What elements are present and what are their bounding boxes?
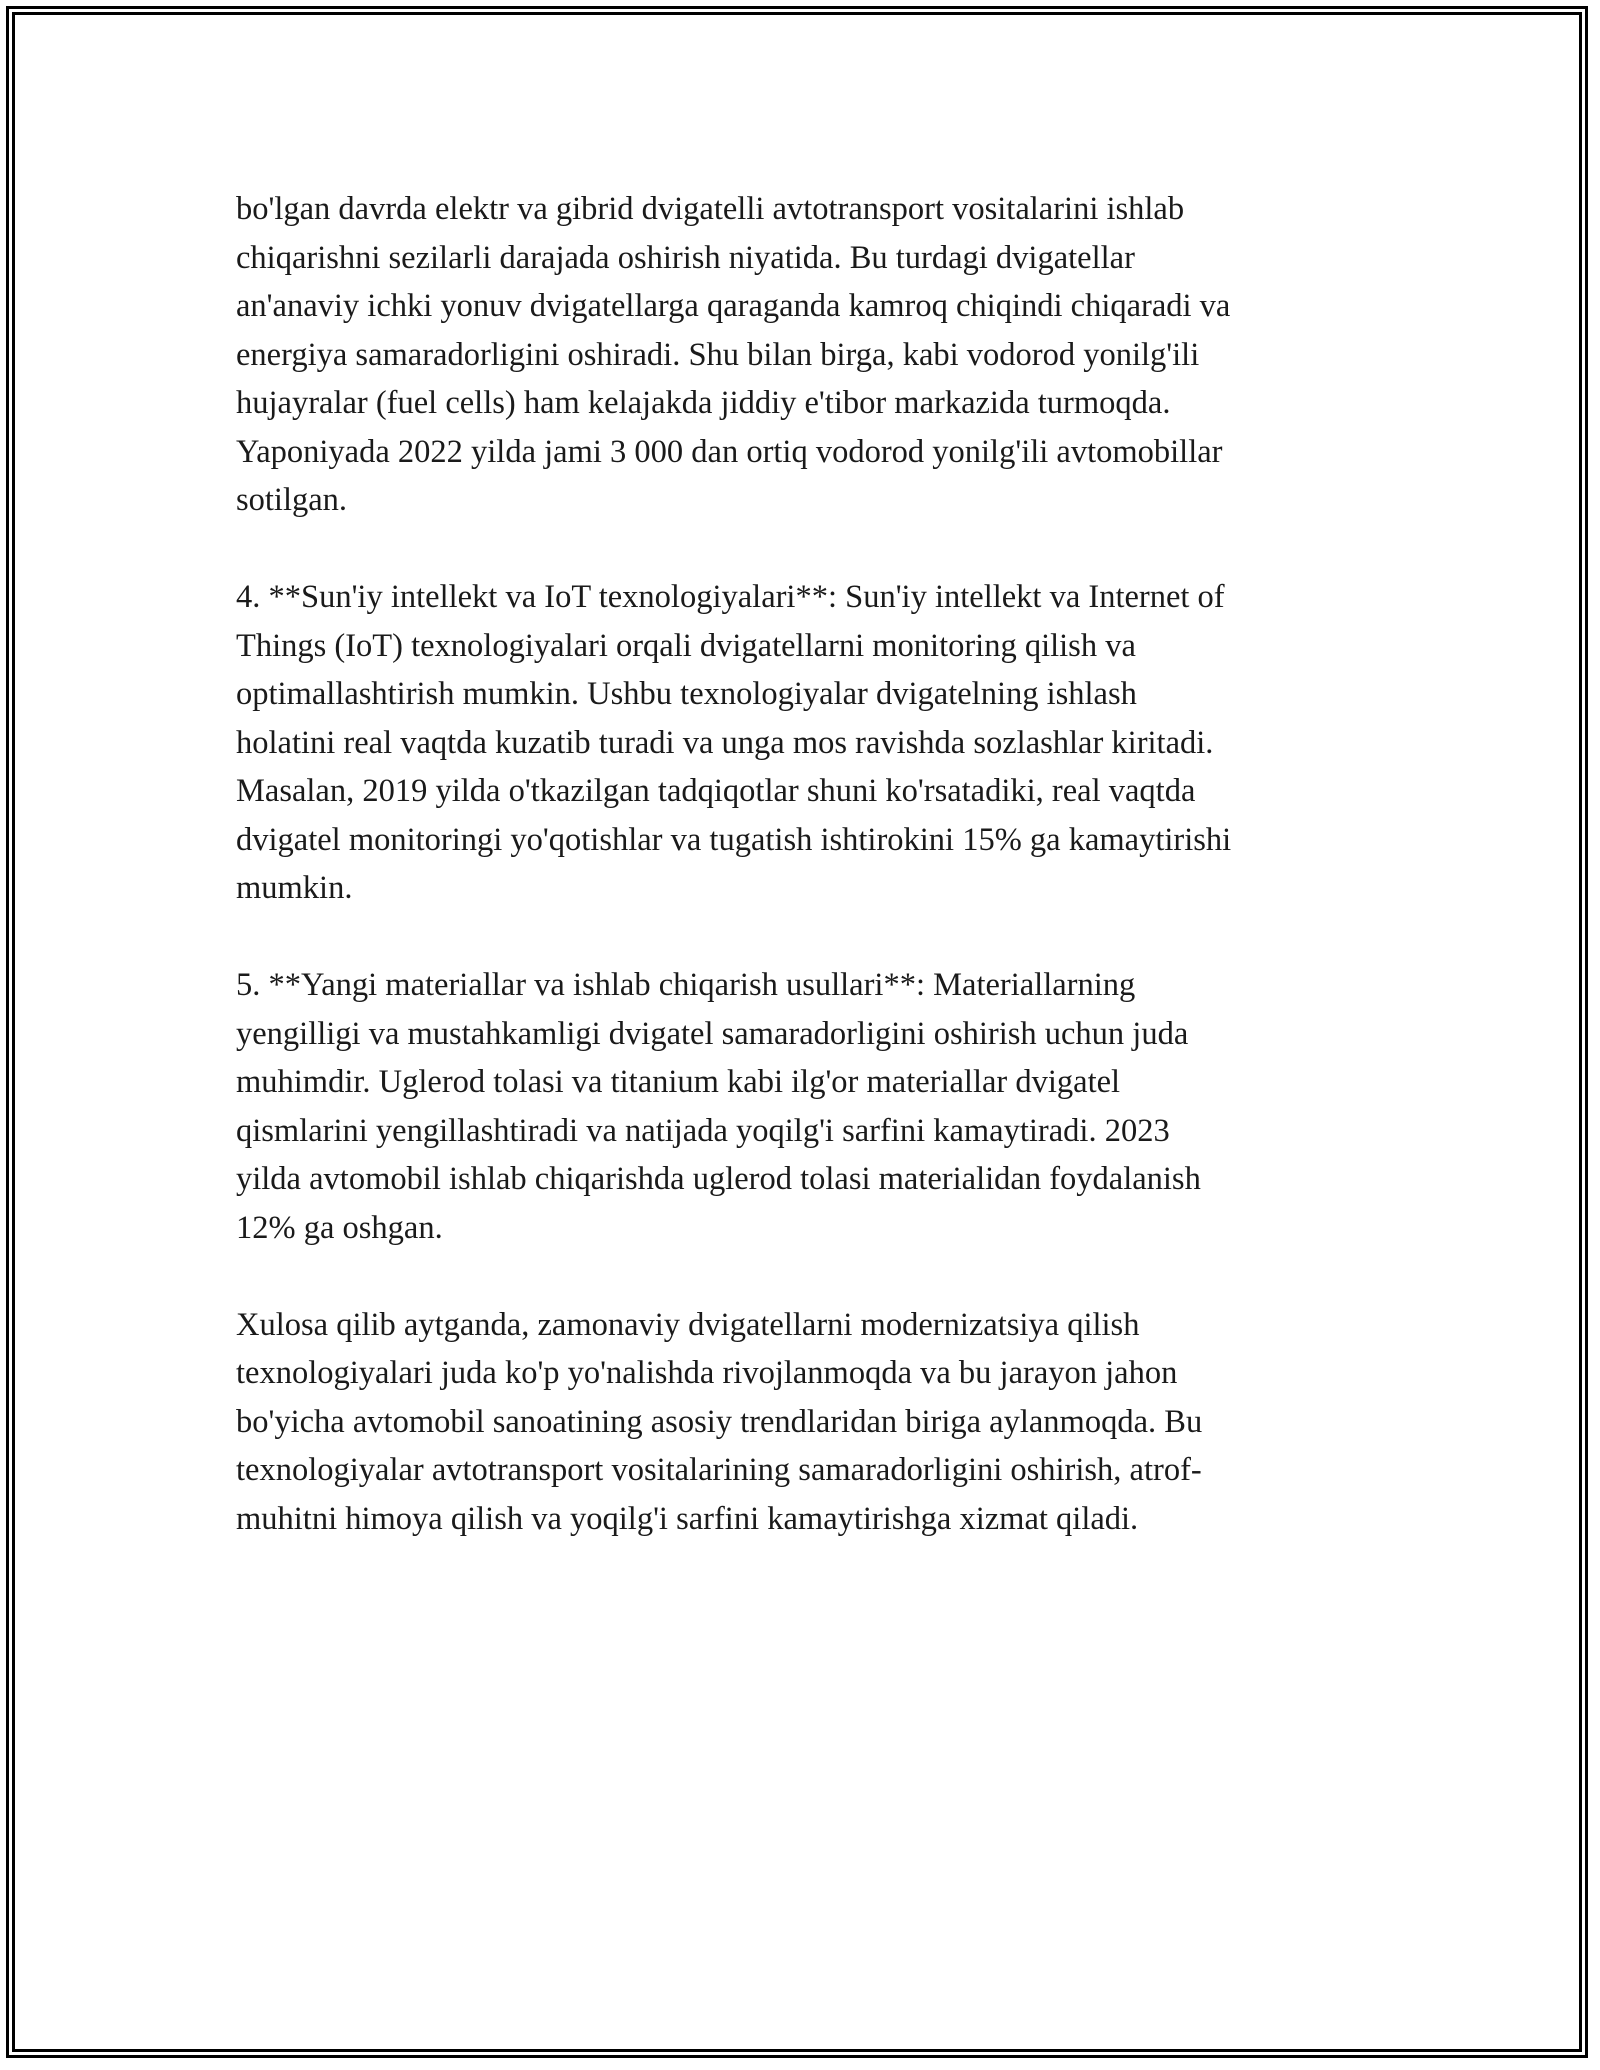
text-line: texnologiyalar avtotransport vositalarining samaradorligini oshirish, atrof- (236, 1452, 1202, 1488)
text-line: Things (IoT) texnologiyalari orqali dvigatellarni monitoring qilish va (236, 627, 1136, 664)
text-line: yengilligi va mustahkamligi dvigatel samaradorligini oshirish uchun juda (236, 1015, 1189, 1052)
text-line: Masalan, 2019 yilda o'tkazilgan tadqiqotlar shuni ko'rsatadiki, real vaqtda (236, 773, 1196, 809)
text-line: optimallashtirish mumkin. Ushbu texnologiyalar dvigatelning ishlash (236, 676, 1137, 712)
text-line: muhitni himoya qilish va yoqilg'i sarfini kamaytirishga xizmat qiladi. (236, 1500, 1139, 1537)
text-line: energiya samaradorligini oshiradi. Shu bilan birga, kabi vodorod yonilg'ili (236, 336, 1200, 373)
text-line: chiqarishni sezilarli darajada oshirish niyatida. Bu turdagi dvigatellar (236, 239, 1135, 276)
text-line: Yaponiyada 2022 yilda jami 3 000 dan ortiq vodorod yonilg'ili avtomobillar (236, 433, 1223, 470)
document-body (236, 185, 1366, 1592)
text-line: muhimdir. Uglerod tolasi va titanium kabi ilg'or materiallar dvigatel (236, 1064, 1121, 1100)
paragraph-conclusion (236, 1301, 1366, 1544)
text-line: bo'lgan davrda elektr va gibrid dvigatelli avtotransport vositalarini ishlab (236, 191, 1185, 227)
text-line: holatini real vaqtda kuzatib turadi va unga mos ravishda sozlashlar kiritadi. (236, 724, 1214, 761)
paragraph-materials (236, 961, 1366, 1252)
text-line: bo'yicha avtomobil sanoatining asosiy trendlaridan biriga aylanmoqda. Bu (236, 1403, 1203, 1440)
text-line: 4. **Sun'iy intellekt va IoT texnologiyalari**: Sun'iy intellekt va Internet of (236, 579, 1225, 615)
text-line: 12% ga oshgan. (236, 1209, 443, 1246)
text-line: hujayralar (fuel cells) ham kelajakda jiddiy e'tibor markazida turmoqda. (236, 385, 1171, 421)
paragraph-ai-iot (236, 573, 1366, 913)
text-line: Xulosa qilib aytganda, zamonaviy dvigatellarni modernizatsiya qilish (236, 1306, 1140, 1343)
paragraph-engines (236, 185, 1366, 525)
text-line: an'anaviy ichki yonuv dvigatellarga qaraganda kamroq chiqindi chiqaradi va (236, 288, 1231, 324)
text-line: 5. **Yangi materiallar va ishlab chiqarish usullari**: Materiallarning (236, 967, 1136, 1003)
text-line: qismlarini yengillashtiradi va natijada yoqilg'i sarfini kamaytiradi. 2023 (236, 1112, 1170, 1149)
text-line: texnologiyalari juda ko'p yo'nalishda rivojlanmoqda va bu jarayon jahon (236, 1355, 1178, 1391)
text-line: sotilgan. (236, 482, 348, 518)
text-line: dvigatel monitoringi yo'qotishlar va tugatish ishtirokini 15% ga kamaytirishi (236, 821, 1232, 858)
text-line: mumkin. (236, 870, 353, 906)
text-line: yilda avtomobil ishlab chiqarishda uglerod tolasi materialidan foydalanish (236, 1161, 1201, 1197)
